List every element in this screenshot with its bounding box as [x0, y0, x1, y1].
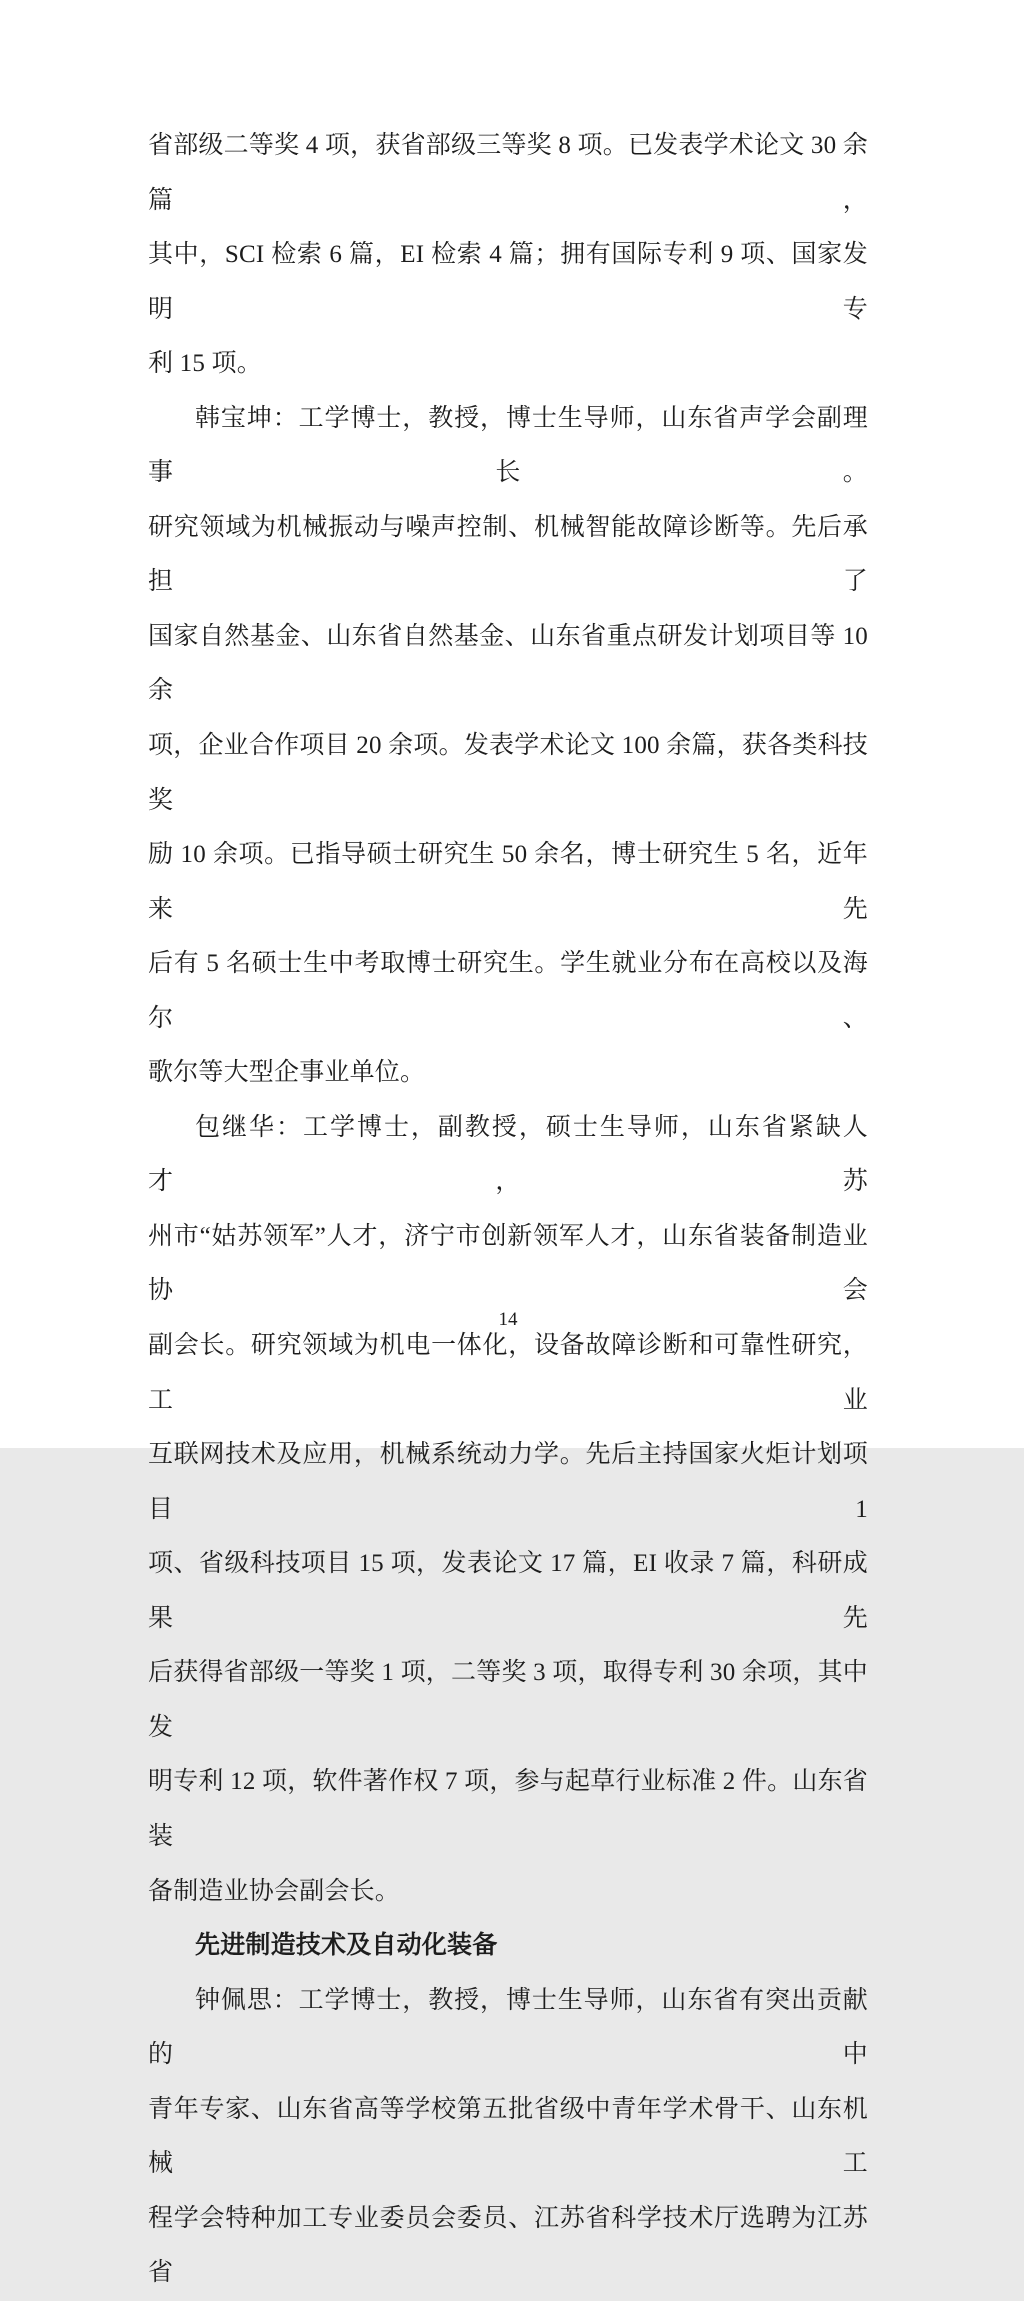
text-line: 项、省级科技项目 15 项，发表论文 17 篇，EI 收录 7 篇，科研成果先	[148, 1550, 868, 1632]
text-line: 其中，SCI 检索 6 篇，EI 检索 4 篇；拥有国际专利 9 项、国家发明专	[148, 241, 868, 323]
text-line: 互联网技术及应用，机械系统动力学。先后主持国家火炬计划项目 1	[148, 1441, 868, 1523]
page-number: 14	[498, 1309, 518, 1330]
text-line: 韩宝坤：工学博士，教授，博士生导师，山东省声学会副理事长。	[148, 404, 868, 487]
text-line: 利 15 项。	[148, 350, 262, 378]
text-line: 研究领域为机械振动与噪声控制、机械智能故障诊断等。先后承担了	[148, 513, 868, 596]
text-line: 励 10 余项。已指导硕士研究生 50 余名，博士研究生 5 名，近年来先	[148, 841, 868, 923]
section-heading	[148, 1919, 868, 1974]
text-line: 备制造业协会副会长。	[148, 1877, 401, 1905]
text-line: 国家自然基金、山东省自然基金、山东省重点研发计划项目等 10 余	[148, 622, 868, 705]
paragraph	[148, 1101, 868, 1919]
text-line: 项，企业合作项目 20 余项。发表学术论文 100 余篇，获各类科技奖	[148, 732, 868, 814]
paragraph	[148, 392, 868, 1101]
text-line: 钟佩思：工学博士，教授，博士生导师，山东省有突出贡献的中	[148, 1986, 868, 2069]
text-line: 明专利 12 项，软件著作权 7 项，参与起草行业标准 2 件。山东省装	[148, 1768, 868, 1850]
paragraph	[148, 119, 868, 392]
text-line: 先进制造技术及自动化装备	[195, 1932, 498, 1960]
paragraph	[148, 1974, 868, 2301]
document-body	[148, 119, 868, 2301]
text-line: 省部级二等奖 4 项，获省部级三等奖 8 项。已发表学术论文 30 余篇，	[148, 132, 868, 214]
text-line: 包继华：工学博士，副教授，硕士生导师，山东省紧缺人才，苏	[148, 1113, 868, 1196]
text-line: 州市“姑苏领军”人才，济宁市创新领军人才，山东省装备制造业协会	[148, 1222, 868, 1305]
text-line: 副会长。研究领域为机电一体化，设备故障诊断和可靠性研究，工业	[148, 1332, 868, 1414]
text-line: 后获得省部级一等奖 1 项，二等奖 3 项，取得专利 30 余项，其中发	[148, 1659, 868, 1741]
text-line: 歌尔等大型企事业单位。	[148, 1059, 426, 1087]
text-line: 后有 5 名硕士生中考取博士研究生。学生就业分布在高校以及海尔、	[148, 950, 868, 1032]
text-line: 程学会特种加工专业委员会委员、江苏省科学技术厅选聘为江苏省	[148, 2204, 868, 2287]
text-line: 青年专家、山东省高等学校第五批省级中青年学术骨干、山东机械工	[148, 2095, 868, 2178]
